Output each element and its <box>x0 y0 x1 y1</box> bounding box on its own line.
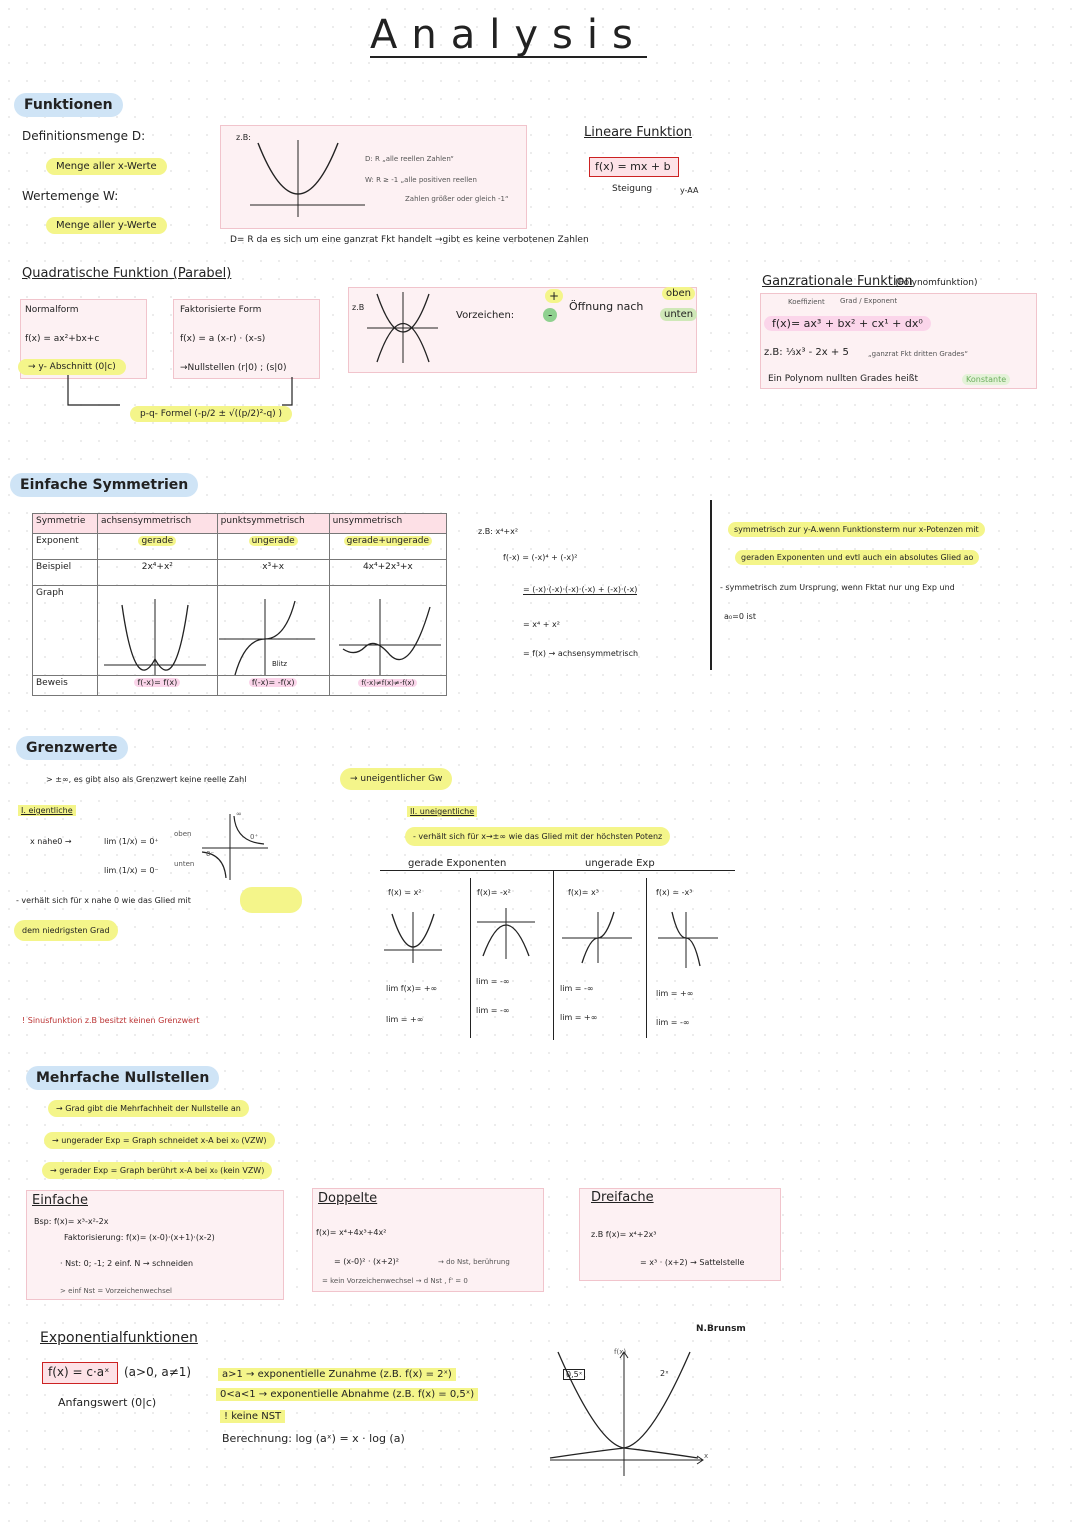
w-note-2: Zahlen größer oder gleich -1“ <box>405 195 509 203</box>
lineare-formula: f(x) = mx + b <box>595 160 671 173</box>
dreifache-l1: = x³ · (x+2) → Sattelstelle <box>640 1258 745 1267</box>
graph-achsensymmetrisch <box>100 597 210 677</box>
oeffnung-oben: oben <box>662 287 695 300</box>
heading-lineare-funktion: Lineare Funktion <box>584 125 692 140</box>
faktor-label: Faktorisierte Form <box>180 305 262 315</box>
lim-one-over-x-plus: lim (1/x) = 0⁺ <box>104 837 159 846</box>
f-x-squared: f(x) = x² <box>388 888 422 897</box>
ganzrational-formula: f(x)= ax³ + bx² + cx¹ + dx⁰ <box>764 316 931 331</box>
expo-formula: f(x) = c·aˣ <box>48 1365 110 1379</box>
beweis-achsen: f(-x)= f(x) <box>134 678 180 687</box>
ganzrational-sub: (Polynomfunktion) <box>895 278 978 288</box>
bsp-achsen: 2x⁴+x² <box>98 560 218 586</box>
einfache-nst: · Nst: 0; -1; 2 einf. N → schneiden <box>60 1259 194 1268</box>
row-graph: Graph <box>33 586 98 676</box>
sym-note-1b: geraden Exponenten und evtl auch ein absolutes Glied ao <box>735 550 979 565</box>
doppelte-l1-note: → do Nst, berührung <box>438 1258 510 1266</box>
lim-3b: lim = +∞ <box>560 1013 598 1022</box>
expo-graph <box>548 1348 708 1478</box>
einfache-note: > einf Nst = Vorzeichenwechsel <box>60 1287 172 1295</box>
verhaelt-hoch: - verhält sich für x→±∞ wie das Glied mit der höchsten Potenz <box>405 827 670 846</box>
dreifache-f: z.B f(x)= x⁴+2x³ <box>591 1230 657 1239</box>
hyperbel-0-minus: 0⁻ <box>206 850 215 858</box>
hyperbel-inf: ∞ <box>236 810 242 818</box>
lim-2a: lim = -∞ <box>476 977 510 986</box>
graph-x-squared <box>382 910 444 965</box>
vorzeichen-plus: + <box>545 289 563 303</box>
dreifache-heading: Dreifache <box>591 1190 654 1205</box>
graph-unsymmetrisch <box>335 597 445 677</box>
lim-2b: lim = -∞ <box>476 1006 510 1015</box>
f-x-cubed: f(x)= x³ <box>568 888 599 897</box>
oeffnung-unten: unten <box>660 308 697 321</box>
lim-plus-note: oben <box>174 830 192 838</box>
beweis-unsym: f(-x)≠f(x)≠-f(x) <box>358 679 417 687</box>
bsp-unsym: 4x⁴+2x³+x <box>329 560 446 586</box>
page-title: Analysis <box>370 12 647 58</box>
expo-cond: (a>0, a≠1) <box>124 1365 192 1379</box>
vorzeichen-minus: - <box>543 308 557 322</box>
definitionsmenge-label: Definitionsmenge D: <box>22 129 146 143</box>
expo-graph-label-2: 2ˣ <box>660 1369 669 1378</box>
pq-formel: p-q- Formel (-p/2 ± √((p/2)²-q) ) <box>130 406 292 422</box>
lim-3a: lim = -∞ <box>560 984 594 993</box>
vorzeichen-label: Vorzeichen: <box>456 310 515 321</box>
konstante-label: Konstante <box>962 374 1010 385</box>
grad-label: Grad / Exponent <box>840 297 898 305</box>
mehrfach-b2: → ungerader Exp = Graph schneidet x-A bei x₀ (VZW) <box>44 1132 275 1149</box>
row-beweis: Beweis <box>33 676 98 696</box>
verhaelt-niedrig-2: dem niedrigsten Grad <box>14 920 118 941</box>
sym-example-l2: = (-x)·(-x)·(-x)·(-x) + (-x)·(-x) <box>523 585 638 594</box>
blitz-label: Blitz <box>272 660 288 668</box>
grenzwerte-vline-1 <box>470 878 471 1038</box>
cell-achsen: achsensymmetrisch <box>98 514 218 534</box>
doppelte-heading: Doppelte <box>318 1191 378 1206</box>
lim-4a: lim = +∞ <box>656 989 694 998</box>
heading-quadratische-funktion: Quadratische Funktion (Parabel) <box>22 266 232 281</box>
w-note: W: R ≥ -1 „alle positiven reellen <box>365 176 477 184</box>
lim-1b: lim = +∞ <box>386 1015 424 1024</box>
eigentliche-label: I. eigentliche <box>18 805 76 816</box>
bsp-punkt: x³+x <box>217 560 329 586</box>
einfache-fakt: Faktorisierung: f(x)= (x-0)·(x+1)·(x-2) <box>64 1233 215 1242</box>
doppelte-l1: = (x-0)² · (x+2)² <box>334 1257 400 1266</box>
zb-label: z.B: <box>236 133 251 142</box>
sym-note-1a: symmetrisch zur y-A.wenn Funktionsterm nur x-Potenzen mit <box>728 522 985 537</box>
sym-note-2: - symmetrisch zum Ursprung, wenn Fktat nur ung Exp und <box>720 583 955 592</box>
expo-graph-fx: f(x) <box>614 1348 627 1356</box>
menge-x-note: Menge aller x-Werte <box>46 158 167 175</box>
polynom-note: Ein Polynom nullten Grades heißt <box>768 374 918 384</box>
row-exponent: Exponent <box>33 534 98 560</box>
f-minus-x-cubed: f(x) = -x³ <box>656 888 693 897</box>
heading-grenzwerte: Grenzwerte <box>16 736 128 760</box>
parabel-graph <box>240 135 370 220</box>
d-full-note: D= R da es sich um eine ganzrat Fkt handelt →gibt es keine verbotenen Zahlen <box>230 235 589 245</box>
koeffizient-label: Koeffizient <box>788 298 825 306</box>
lim-one-over-x-minus: lim (1/x) = 0⁻ <box>104 866 159 875</box>
expo-zunahme: a>1 → exponentielle Zunahme (z.B. f(x) = 2ˣ) <box>218 1368 456 1381</box>
gerade-exponenten-label: gerade Exponenten <box>408 858 507 869</box>
d-note: D: R „alle reellen Zahlen“ <box>365 155 454 163</box>
ganzrational-zb-note: „ganzrat Fkt dritten Grades“ <box>868 350 968 358</box>
mehrfach-b1: → Grad gibt die Mehrfachheit der Nullstelle an <box>48 1100 249 1117</box>
hyperbel-0-plus: 0⁺ <box>250 833 259 841</box>
wertemenge-label: Wertemenge W: <box>22 189 119 203</box>
expo-berechnung: Berechnung: log (aˣ) = x · log (a) <box>222 1432 405 1445</box>
lim-1a: lim f(x)= +∞ <box>386 984 438 993</box>
steigung-label: Steigung <box>612 184 653 194</box>
sym-example-l3: = x⁴ + x² <box>523 620 560 629</box>
grenzwert-intro: > ±∞, es gibt also als Grenzwert keine reelle Zahl <box>46 775 247 784</box>
x-nahe-label: x nahe0 → <box>30 837 72 846</box>
expo-graph-x: x <box>704 1452 709 1460</box>
heading-mehrfache-nullstellen: Mehrfache Nullstellen <box>26 1066 219 1090</box>
heading-exponentialfunktionen: Exponentialfunktionen <box>40 1330 198 1346</box>
exp-gerade-ungerade: gerade+ungerade <box>344 536 432 546</box>
menge-y-note: Menge aller y-Werte <box>46 217 167 234</box>
exp-ungerade: ungerade <box>249 536 298 546</box>
sym-example-l1: f(-x) = (-x)⁴ + (-x)² <box>503 553 578 562</box>
sym-note-3: a₀=0 ist <box>724 612 756 621</box>
expo-graph-label-05: 0,5ˣ <box>563 1369 585 1380</box>
row-symmetrie: Symmetrie <box>33 514 98 534</box>
heading-ganzrationale-funktion: Ganzrationale Funktion <box>762 274 913 289</box>
normalform-formula: f(x) = ax²+bx+c <box>25 334 100 344</box>
doppelte-f: f(x)= x⁴+4x³+4x² <box>316 1228 387 1237</box>
expo-abnahme: 0<a<1 → exponentielle Abnahme (z.B. f(x) = 0,5ˣ) <box>216 1388 478 1401</box>
nullstellen-note: →Nullstellen (r|0) ; (s|0) <box>180 363 287 373</box>
vorzeichen-graph <box>365 290 440 365</box>
uneigentliche-label: II. uneigentliche <box>407 806 477 817</box>
mehrfach-b3: → gerader Exp = Graph berührt x-A bei x₀ (kein VZW) <box>42 1162 272 1179</box>
lim-4b: lim = -∞ <box>656 1018 690 1027</box>
normalform-label: Normalform <box>25 305 79 315</box>
verhaelt-niedrig-1: - verhält sich für x nahe 0 wie das Glied mit <box>16 896 191 905</box>
expo-anfang: Anfangswert (0|c) <box>58 1396 157 1409</box>
yaa-label: y-AA <box>680 186 699 195</box>
sym-divider <box>710 500 712 670</box>
graph-x-cubed <box>560 910 635 965</box>
ungerade-exp-label: ungerade Exp <box>585 858 655 869</box>
grenzwerte-hline <box>380 870 735 871</box>
ganzrational-zb: z.B: ⅓x³ - 2x + 5 <box>764 347 849 358</box>
exp-gerade: gerade <box>138 536 176 546</box>
sym-example-l4: = f(x) → achsensymmetrisch <box>523 649 639 658</box>
graph-minus-x-cubed <box>656 910 721 970</box>
oeffnung-label: Öffnung nach <box>569 300 644 313</box>
faktor-formula: f(x) = a (x-r) · (x-s) <box>180 334 266 344</box>
expo-keine-nst: ! keine NST <box>220 1410 285 1423</box>
grenzwerte-vline-3 <box>646 878 647 1038</box>
cell-unsym: unsymmetrisch <box>329 514 446 534</box>
einfache-bsp: Bsp: f(x)= x³-x²-2x <box>34 1217 109 1226</box>
uneigentlicher-gw-bubble: → uneigentlicher Gw <box>340 768 452 790</box>
einfache-heading: Einfache <box>32 1193 88 1208</box>
cell-punkt: punktsymmetrisch <box>217 514 329 534</box>
graph-minus-x-squared <box>475 906 537 961</box>
beweis-punkt: f(-x)= -f(x) <box>249 678 298 687</box>
doppelte-l2: = kein Vorzeichenwechsel → d Nst , f' = 0 <box>322 1277 468 1285</box>
highlight-glied-mit <box>240 887 302 913</box>
row-beispiel: Beispiel <box>33 560 98 586</box>
sym-example-zb: z.B: x⁴+x² <box>478 527 519 536</box>
heading-einfache-symmetrien: Einfache Symmetrien <box>10 473 198 497</box>
signature: N.Brunsm <box>696 1324 746 1334</box>
y-abschnitt-note: → y- Abschnitt (0|c) <box>18 359 126 375</box>
hyperbel-graph <box>200 812 270 882</box>
vorzeichen-zb: z.B <box>352 303 365 312</box>
f-minus-x-squared: f(x)= -x² <box>477 888 511 897</box>
heading-funktionen: Funktionen <box>14 93 123 117</box>
grenzwerte-vline-2 <box>553 870 554 1040</box>
sinus-note: ! Sinusfunktion z.B besitzt keinen Grenzwert <box>22 1016 200 1025</box>
lim-minus-note: unten <box>174 860 195 868</box>
graph-punktsymmetrisch <box>215 597 320 677</box>
